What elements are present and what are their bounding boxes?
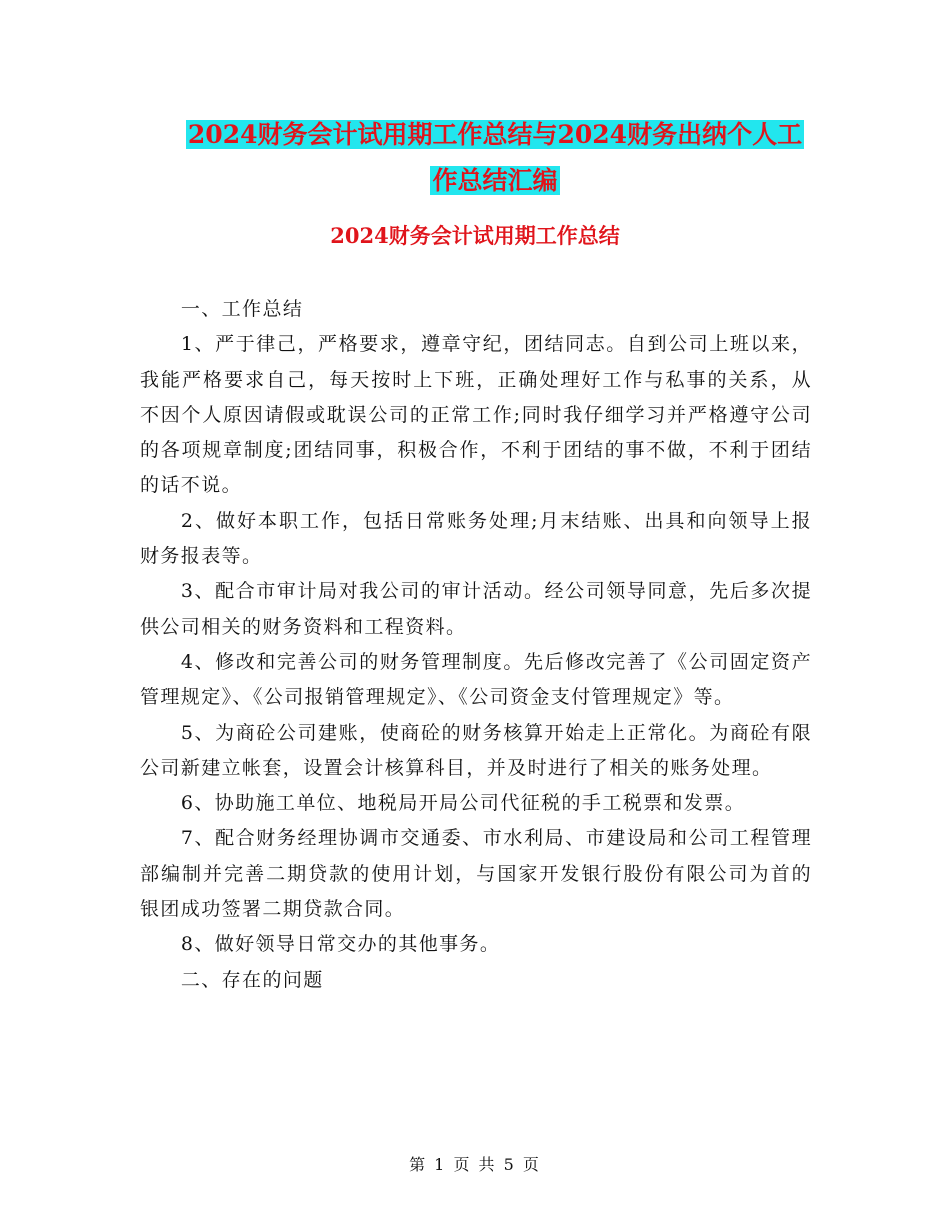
paragraph-item-5: 5、为商砼公司建账，使商砼的财务核算开始走上正常化。为商砼有限公司新建立帐套，设置会计核算科目，并及时进行了相关的账务处理。 bbox=[140, 721, 812, 779]
document-title bbox=[140, 112, 850, 204]
page-footer: 第 1 页 共 5 页 bbox=[409, 1155, 541, 1174]
paragraph-item-8: 8、做好领导日常交办的其他事务。 bbox=[180, 933, 501, 956]
paragraph-item-4: 4、修改和完善公司的财务管理制度。先后修改完善了《公司固定资产管理规定》、《公司报销管理规定》、《公司资金支付管理规定》等。 bbox=[140, 650, 812, 709]
document-body bbox=[140, 292, 812, 998]
paragraph-item-7: 7、配合财务经理协调市交通委、市水利局、市建设局和公司工程管理部编制并完善二期贷款的使用计划，与国家开发银行股份有限公司为首的银团成功签署二期贷款合同。 bbox=[140, 827, 812, 921]
paragraph-item-1: 1、严于律己，严格要求，遵章守纪，团结同志。自到公司上班以来，我能严格要求自己，每天按时上下班，正确处理好工作与私事的关系，从不因个人原因请假或耽误公司的正常工作;同时我仔细学习并严格遵守公司的各项规章制度;团结同事，积极合作，不利于团结的事不做，不利于团结的话不说。 bbox=[140, 333, 812, 497]
heading-existing-problems: 二、存在的问题 bbox=[180, 968, 324, 991]
section-title: 2024财务会计试用期工作总结 bbox=[330, 223, 620, 248]
paragraph-item-6: 6、协助施工单位、地税局开局公司代征税的手工税票和发票。 bbox=[180, 792, 746, 815]
paragraph-item-2: 2、做好本职工作，包括日常账务处理;月末结账、出具和向领导上报财务报表等。 bbox=[140, 509, 812, 568]
heading-work-summary: 一、工作总结 bbox=[180, 298, 304, 320]
document-title-line-2: 作总结汇编 bbox=[432, 166, 558, 195]
document-title-line-1: 2024财务会计试用期工作总结与2024财务出纳个人工 bbox=[187, 120, 803, 149]
paragraph-item-3: 3、配合市审计局对我公司的审计活动。经公司领导同意，先后多次提供公司相关的财务资料和工程资料。 bbox=[140, 580, 812, 638]
